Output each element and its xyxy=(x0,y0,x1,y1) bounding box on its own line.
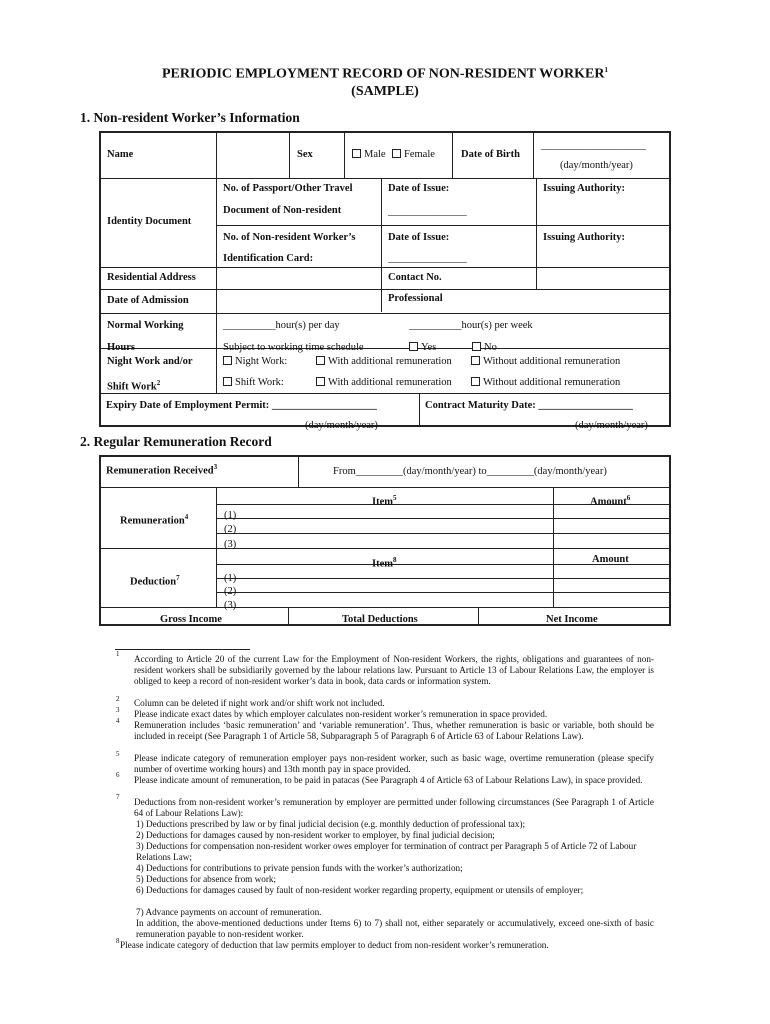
passport-authority-label: Issuing Authority: xyxy=(543,183,625,194)
hours-per-week[interactable]: __________hour(s) per week xyxy=(409,320,533,331)
shift-without-remuneration[interactable]: Without additional remuneration xyxy=(471,377,620,389)
page-title: PERIODIC EMPLOYMENT RECORD OF NON-RESIDENT WORKER$^1$ xyxy=(162,66,608,82)
night-work-option[interactable]: Night Work: xyxy=(223,356,287,368)
nrw-id-issue-field[interactable]: _______________ xyxy=(388,253,467,264)
deduction-row-2[interactable]: (2) xyxy=(224,586,237,597)
footnote-7-item-7: 7) Advance payments on account of remuneration. xyxy=(136,907,322,917)
footnote-4-number: 4 xyxy=(116,717,120,725)
footnote-6-number: 6 xyxy=(116,771,120,779)
remuneration-row-3[interactable]: (3) xyxy=(224,539,237,550)
footnote-7-item-1: 1) Deductions prescribed by law or by final judicial decision (e.g. monthly deduction of professional tax); xyxy=(136,819,526,829)
item2-header: Item$^8$ xyxy=(372,556,397,570)
total-deductions-label: Total Deductions xyxy=(342,614,418,625)
night-shift-label-line1: Night Work and/or xyxy=(107,356,193,367)
night-without-remuneration[interactable]: Without additional remuneration xyxy=(471,356,620,368)
footnote-2-number: 2 xyxy=(116,695,120,703)
period-field[interactable]: From_________(day/month/year) to_________(day/month/year) xyxy=(333,466,607,477)
sex-label: Sex xyxy=(297,149,313,160)
totals-row xyxy=(100,608,669,624)
footnote-7-item-5: 5) Deductions for absence from work; xyxy=(136,874,277,884)
item-header: Item$^5$ xyxy=(372,494,397,508)
section2-heading: 2. Regular Remuneration Record xyxy=(80,434,272,449)
female-checkbox[interactable] xyxy=(392,149,401,158)
professional-label: Professional xyxy=(388,293,443,304)
remuneration-row-2[interactable]: (2) xyxy=(224,524,237,535)
footnote-4: Remuneration includes ‘basic remuneration’ and ‘variable remuneration’. Thus, whether remuneration is basic or variable, both should be included in receipt (See Paragraph 1 of Article 58, Subparagraph 5 of Paragraph 6 of Article 63 of Labour Relations Law). xyxy=(134,720,654,742)
name-label: Name xyxy=(107,149,134,160)
normal-hours-label-line1: Normal Working xyxy=(107,320,184,331)
footnote-5-number: 5 xyxy=(116,750,120,758)
nrw-id-authority-label: Issuing Authority: xyxy=(543,232,625,243)
contract-label[interactable]: Contract Maturity Date: __________________ xyxy=(425,400,633,411)
remuneration-rows xyxy=(217,505,552,548)
amount2-header: Amount xyxy=(592,554,629,565)
footnote-7: Deductions from non-resident worker’s remuneration by employer are permitted under following circumstances (See Paragraph 1 of Article 64 of Labour Relations Law): xyxy=(134,797,654,819)
night-shift-label-line2: Shift Work$^2$ xyxy=(107,379,161,393)
deduction-row-3[interactable]: (3) xyxy=(224,600,237,611)
footnote-1-number: 1 xyxy=(116,650,120,658)
working-hours-row xyxy=(100,314,669,353)
footnote-5: Please indicate category of remuneration employer pays non-resident worker, such as basic wage, overtime remuneration (please specify number of overtime working hours) and 13th month pay in space provided. xyxy=(134,753,654,775)
deduction-header-row xyxy=(217,549,669,570)
shift-work-option[interactable]: Shift Work: xyxy=(223,377,284,389)
net-income-label: Net Income xyxy=(546,614,598,625)
deduction-label: Deduction$^7$ xyxy=(130,574,180,588)
footnote-8-number: 8 xyxy=(116,937,120,945)
footnote-7-number: 7 xyxy=(116,793,120,801)
footnote-1: According to Article 20 of the current Law for the Employment of Non-resident Workers, the rights, obligations and guarantees of non-resident workers shall be subsidiarily governed by the labour relations law. Pursuant to Article 13 of Labour Relations Law, the employer is obliged to keep a record of non-resident worker’s data in book, data cards or information system. xyxy=(134,654,654,687)
footnote-8: Please indicate category of deduction that law permits employer to deduct from non-resident worker’s remuneration. xyxy=(120,940,549,950)
remuneration-received-label: Remuneration Received$^3$ xyxy=(106,463,218,477)
deduction-rows xyxy=(217,565,552,611)
contract-format: (day/month/year) xyxy=(575,420,648,431)
hours-per-day[interactable]: __________hour(s) per day xyxy=(223,320,340,331)
passport-issue-label: Date of Issue: xyxy=(388,183,450,194)
remuneration-label: Remuneration$^4$ xyxy=(120,513,189,527)
gross-income-label: Gross Income xyxy=(160,614,222,625)
footnote-2: Column can be deleted if night work and/or shift work not included. xyxy=(134,698,385,708)
identity-label: Identity Document xyxy=(107,216,192,227)
female-option[interactable]: Female xyxy=(392,149,435,161)
dob-format: (day/month/year) xyxy=(560,160,633,171)
passport-label-line1: No. of Passport/Other Travel xyxy=(223,183,353,194)
normal-hours-label-line2: Hours xyxy=(107,342,136,353)
footnote-7-item-2: 2) Deductions for damages caused by non-resident worker to employer, by final judicial decision; xyxy=(136,830,495,840)
male-checkbox[interactable] xyxy=(352,149,361,158)
night-with-remuneration[interactable]: With additional remuneration xyxy=(316,356,452,368)
footnote-7-item-3: 3) Deductions for compensation non-resident worker owes employer for termination of contract per Paragraph 5 of Article 72 of Labour Relations Law; xyxy=(136,841,637,863)
footnote-separator xyxy=(115,649,250,650)
dob-field[interactable]: ____________________ xyxy=(541,140,646,151)
footnote-7-tail: In addition, the above-mentioned deductions under Items 6) to 7) shall not, either separately or accumulatively, exceed one-sixth of basic remuneration payable to non-resident worker. xyxy=(136,918,654,940)
footnote-3: Please indicate exact dates by which employer calculates non-resident worker’s remuneration in space provided. xyxy=(134,709,548,719)
schedule-no[interactable]: No xyxy=(472,342,497,354)
expiry-label[interactable]: Expiry Date of Employment Permit: ____________________ xyxy=(106,400,377,411)
page-subtitle: (SAMPLE) xyxy=(351,84,419,99)
schedule-yes[interactable]: Yes xyxy=(409,342,436,354)
footnote-6: Please indicate amount of remuneration, to be paid in patacas (See Paragraph 4 of Article 63 of Labour Relations Law), in space provided. xyxy=(134,775,643,785)
footnote-7-item-6: 6) Deductions for damages caused by fault of non-resident worker regarding property, equipment or utensils of employer; xyxy=(136,885,584,895)
permit-row xyxy=(100,394,669,431)
address-label: Residential Address xyxy=(107,272,196,283)
footnote-3-number: 3 xyxy=(116,706,120,714)
passport-issue-field[interactable]: _______________ xyxy=(388,206,467,217)
dob-label: Date of Birth xyxy=(461,149,520,160)
contact-label: Contact No. xyxy=(388,272,442,283)
section1-heading: 1. Non-resident Worker’s Information xyxy=(80,110,300,125)
passport-label-line2: Document of Non-resident xyxy=(223,205,342,216)
remuneration-row-1[interactable]: (1) xyxy=(224,510,237,521)
expiry-format: (day/month/year) xyxy=(305,420,378,431)
footnote-7-item-4: 4) Deductions for contributions to private pension funds with the worker’s authorization; xyxy=(136,863,463,873)
deduction-row-1[interactable]: (1) xyxy=(224,573,237,584)
amount-header: Amount$^6$ xyxy=(590,494,631,508)
nrw-id-label-line2: Identification Card: xyxy=(223,253,314,264)
male-option[interactable]: Male xyxy=(352,149,386,161)
schedule-label: Subject to working time schedule xyxy=(223,342,364,353)
nrw-id-issue-label: Date of Issue: xyxy=(388,232,450,243)
nrw-id-label-line1: No. of Non-resident Worker’s xyxy=(223,232,356,243)
admission-label: Date of Admission xyxy=(107,295,189,306)
shift-with-remuneration[interactable]: With additional remuneration xyxy=(316,377,452,389)
